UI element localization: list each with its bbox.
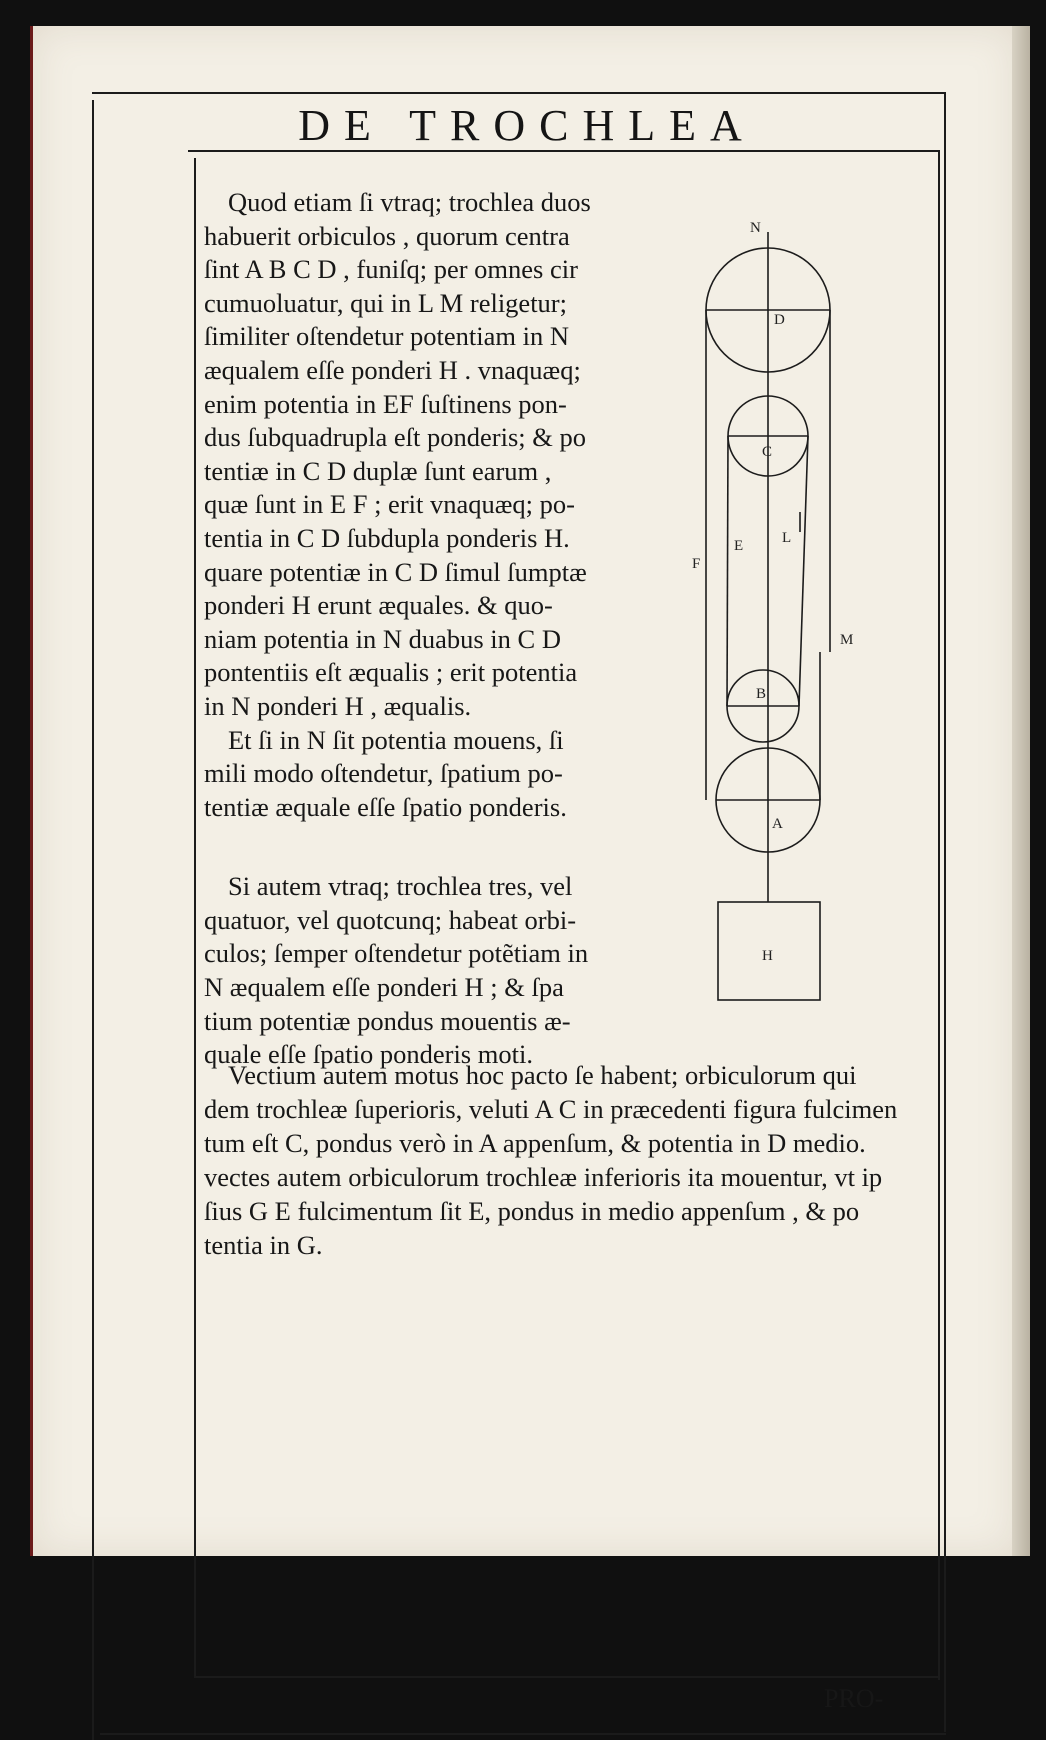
text-line: dus ſubquadrupla eſt ponderis; & po [204, 422, 586, 453]
text-line: N æqualem eſſe ponderi H ; & ſpa [204, 972, 564, 1003]
text-left-rule [194, 158, 196, 1678]
label-n: N [750, 220, 761, 236]
text-line: tentiæ æquale eſſe ſpatio ponderis. [204, 791, 567, 822]
text-line: culos; ſemper oſtendetur potẽtiam in [204, 938, 589, 969]
text-line: tentiæ in C D duplæ ſunt earum , [204, 455, 552, 486]
frame-top [92, 92, 946, 94]
label-c: C [762, 444, 773, 460]
label-f: F [692, 556, 701, 572]
text-line: tium potentiæ pondus mouentis æ- [204, 1005, 571, 1036]
levers-paragraph [204, 1058, 949, 1262]
text-line: quale eſſe ſpatio ponderis moti. [204, 1039, 533, 1070]
text-line: Si autem vtraq; trochlea tres, vel [228, 871, 573, 902]
text-line: cumuoluatur, qui in L M religetur; [204, 287, 567, 318]
text-line: Et ſi in N ſit potentia mouens, ſi [228, 724, 564, 755]
text-line: tum eſt C, pondus verò in A appenſum, & potentia in D medio. [204, 1128, 866, 1158]
rope-inner-right [799, 436, 808, 706]
text-line: habuerit orbiculos , quorum centra [204, 220, 570, 251]
text-line: mili modo oſtendetur, ſpatium po- [204, 758, 563, 789]
text-line: ſint A B C D , funiſq; per omnes cir [204, 254, 578, 285]
text-line: æqualem eſſe ponderi H . vnaquæq; [204, 354, 581, 385]
label-e: E [734, 538, 744, 554]
text-line: ſimiliter oſtendetur potentiam in N [204, 321, 570, 352]
rope-inner-left [727, 436, 728, 706]
text-bottom-rule [194, 1676, 940, 1678]
pulley-diagram [690, 212, 870, 1012]
main-text-column [204, 186, 624, 1072]
text-line: Vectium autem motus hoc pacto ſe habent; orbiculorum qui [228, 1060, 857, 1090]
text-line: quæ ſunt in E F ; erit vnaquæq; po- [204, 489, 575, 520]
text-line: Quod etiam ſi vtraq; trochlea duos [228, 187, 591, 217]
label-m: M [840, 632, 854, 648]
text-line: ponderi H erunt æquales. & quo- [204, 590, 553, 621]
text-line: quatuor, vel quotcunq; habeat orbi- [204, 904, 577, 935]
label-d: D [774, 312, 785, 328]
text-line: quare potentiæ in C D ſimul ſumptæ [204, 556, 587, 587]
text-line: tentia in G. [204, 1230, 323, 1260]
label-h: H [762, 948, 773, 964]
text-line: dem trochleæ ſuperioris, veluti A C in præcedenti figura fulcimen [204, 1094, 898, 1124]
text-line: ſius G E fulcimentum ſit E, pondus in medio appenſum , & po [204, 1196, 860, 1226]
text-line: tentia in C D ſubdupla ponderis H. [204, 522, 570, 553]
frame-bottom [100, 1733, 946, 1735]
frame-right-outer [944, 92, 946, 1732]
label-l: L [782, 530, 792, 546]
catchword: PRO- [824, 1684, 884, 1713]
text-line: in N ponderi H , æqualis. [204, 690, 472, 721]
text-line: enim potentia in EF ſuſtinens pon- [204, 388, 567, 419]
text-line: pontentiis eſt æqualis ; erit potentia [204, 657, 578, 688]
label-a: A [772, 816, 783, 832]
frame-left-outer [92, 100, 94, 1740]
text-right-rule [938, 150, 940, 1680]
text-line: niam potentia in N duabus in C D [204, 623, 561, 654]
page-edge [1012, 26, 1030, 1556]
text-line: vectes autem orbiculorum trochleæ inferioris ita mouentur, vt ip [204, 1162, 883, 1192]
label-b: B [756, 686, 767, 702]
page-title: DE TROCHLEA [298, 101, 756, 150]
